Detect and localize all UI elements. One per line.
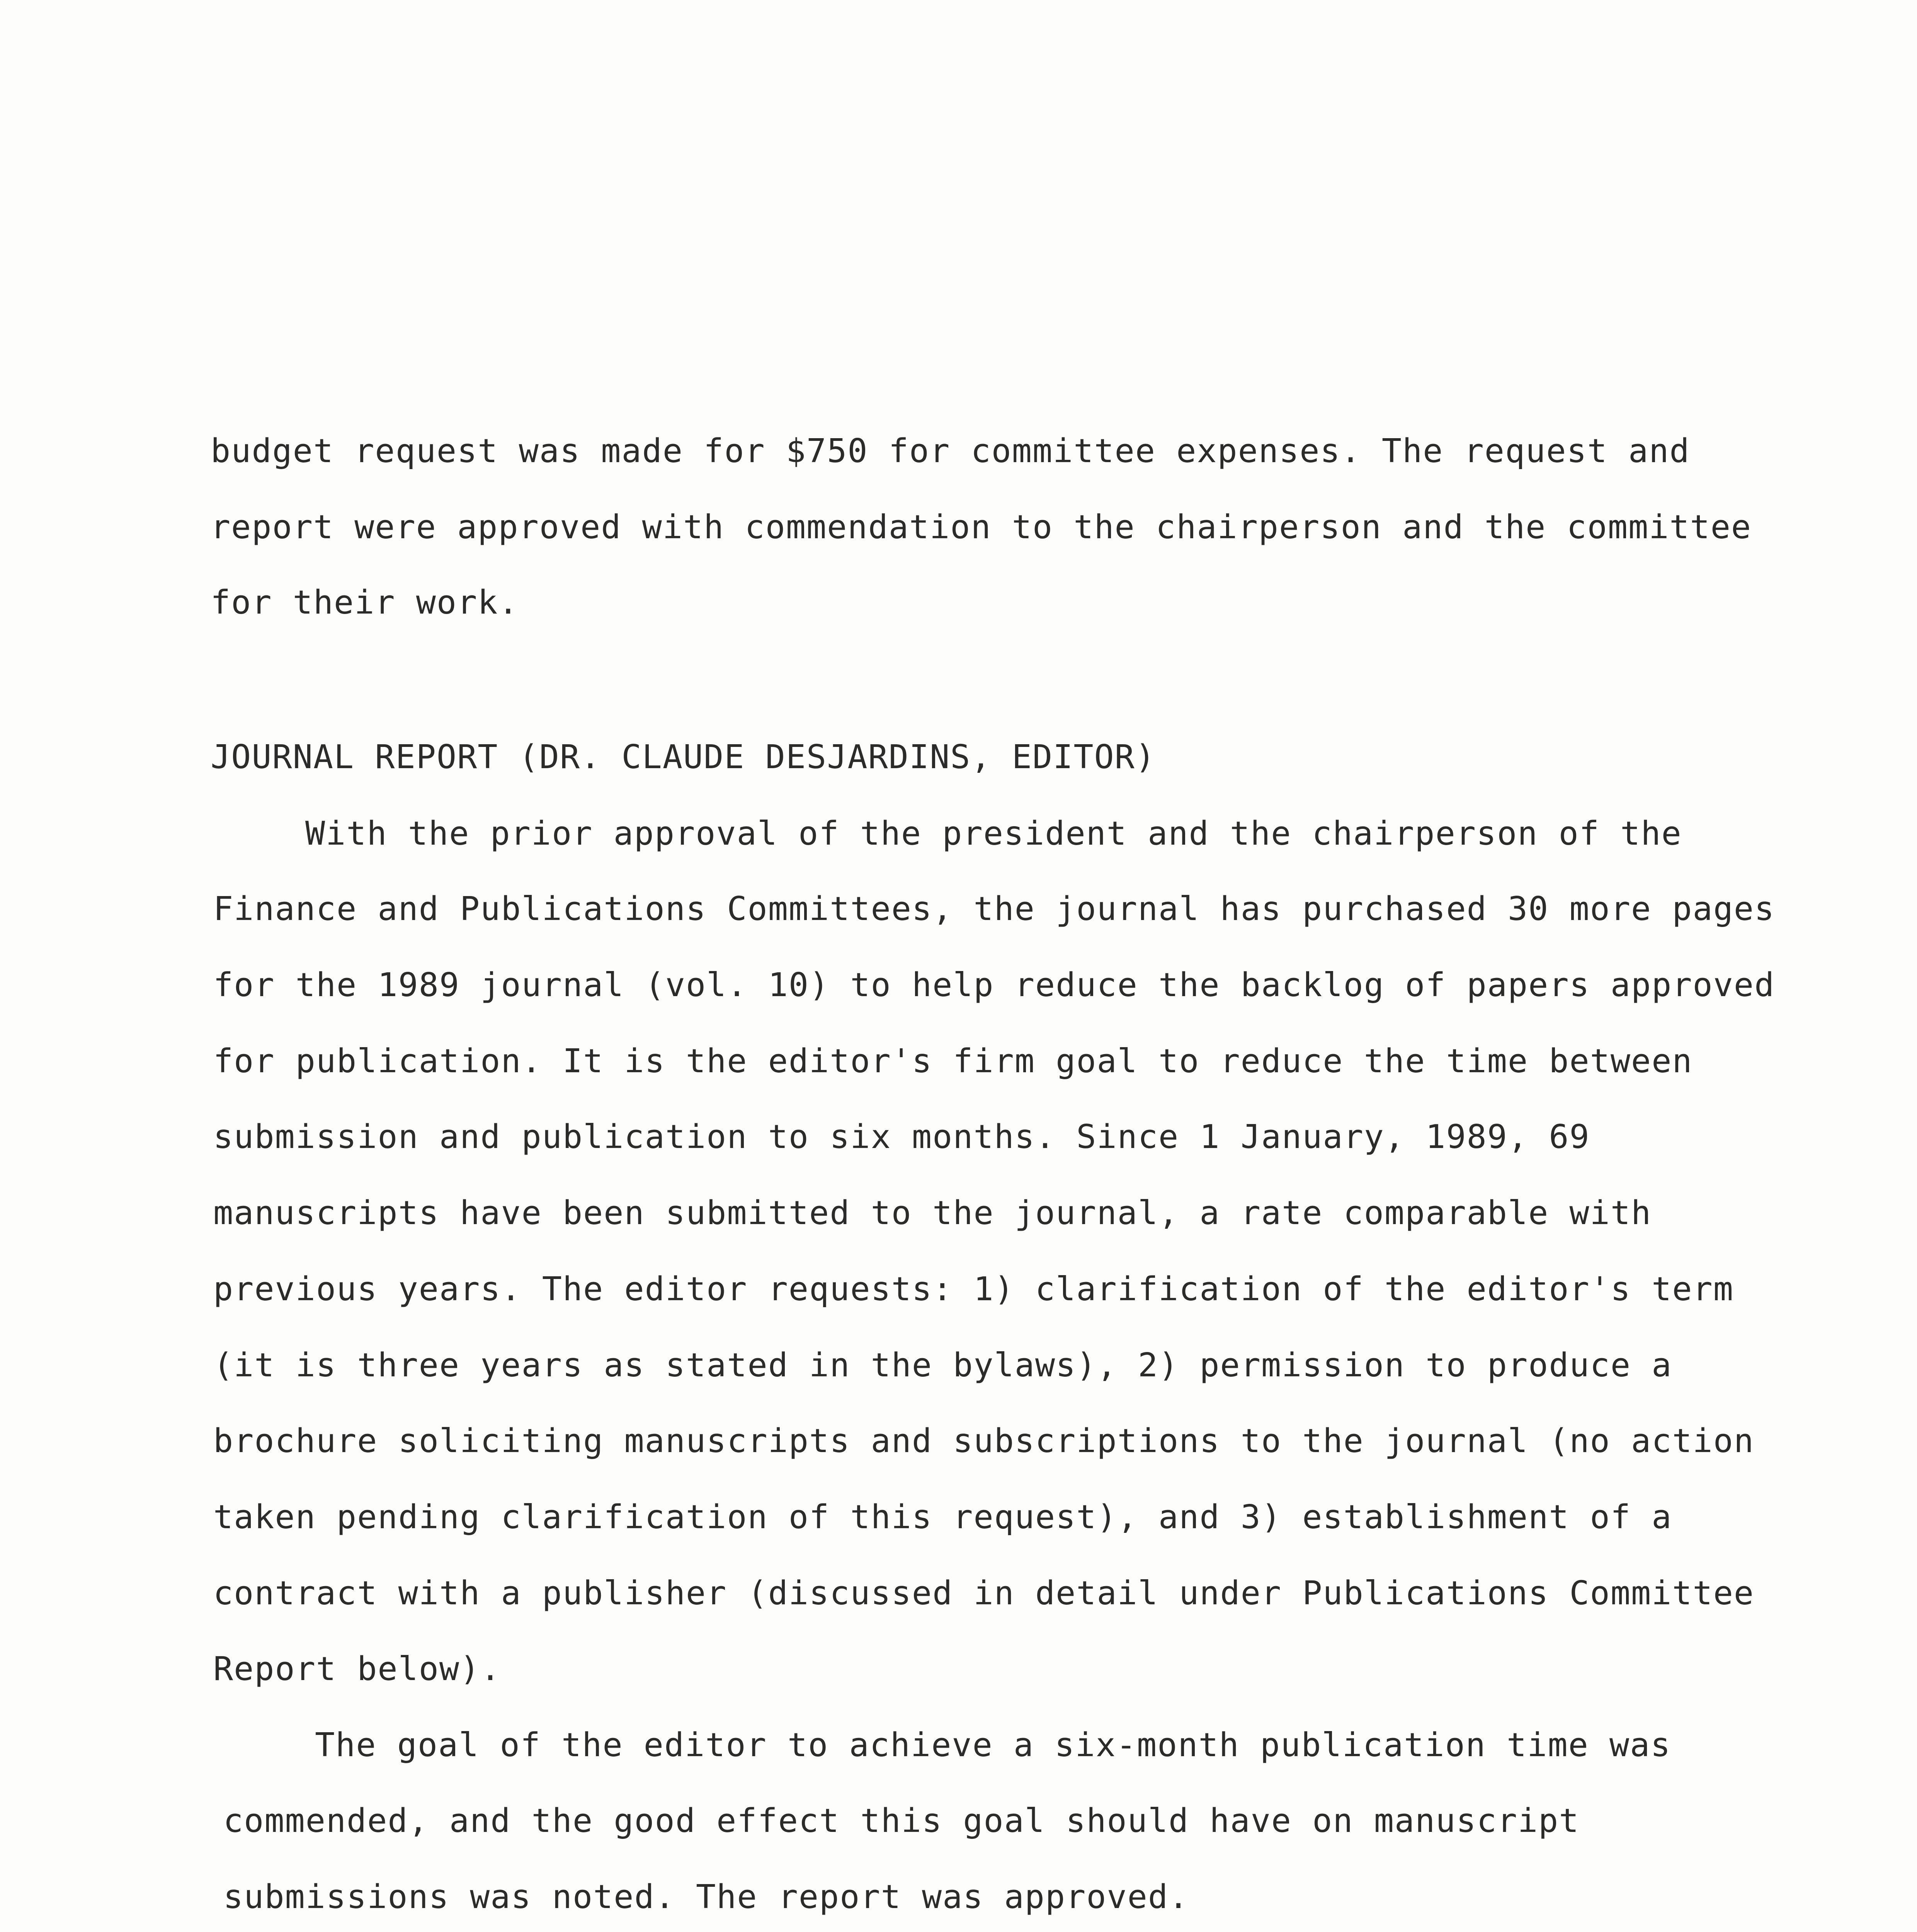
text-line: The goal of the editor to achieve a six-month publication time was xyxy=(315,1726,1671,1764)
text-line: budget request was made for $750 for committee expenses. The request and xyxy=(211,432,1690,470)
text-line: commended, and the good effect this goal should have on manuscript xyxy=(223,1802,1580,1840)
text-line: for the 1989 journal (vol. 10) to help reduce the backlog of papers approved xyxy=(213,966,1775,1004)
text-line: (it is three years as stated in the bylaws), 2) permission to produce a xyxy=(213,1346,1672,1384)
text-line: brochure soliciting manuscripts and subscriptions to the journal (no action xyxy=(213,1422,1755,1460)
text-line: for their work. xyxy=(211,583,519,622)
text-line: Finance and Publications Committees, the journal has purchased 30 more pages xyxy=(213,890,1775,928)
text-line: taken pending clarification of this request), and 3) establishment of a xyxy=(213,1498,1672,1536)
text-line: for publication. It is the editor's firm goal to reduce the time between xyxy=(213,1042,1693,1080)
text-line: contract with a publisher (discussed in detail under Publications Committee xyxy=(213,1574,1755,1612)
text-line: With the prior approval of the president and the chairperson of the xyxy=(305,815,1682,853)
text-line: previous years. The editor requests: 1) clarification of the editor's term xyxy=(213,1270,1734,1308)
text-line: manuscripts have been submitted to the journal, a rate comparable with xyxy=(213,1194,1652,1232)
text-line: submissions was noted. The report was approved. xyxy=(223,1878,1189,1916)
text-line: submission and publication to six months. Since 1 January, 1989, 69 xyxy=(213,1118,1590,1156)
text-line: Report below). xyxy=(213,1650,501,1688)
text-line: report were approved with commendation to the chairperson and the committee xyxy=(211,508,1752,546)
section-heading: JOURNAL REPORT (DR. CLAUDE DESJARDINS, EDITOR) xyxy=(211,738,1156,776)
